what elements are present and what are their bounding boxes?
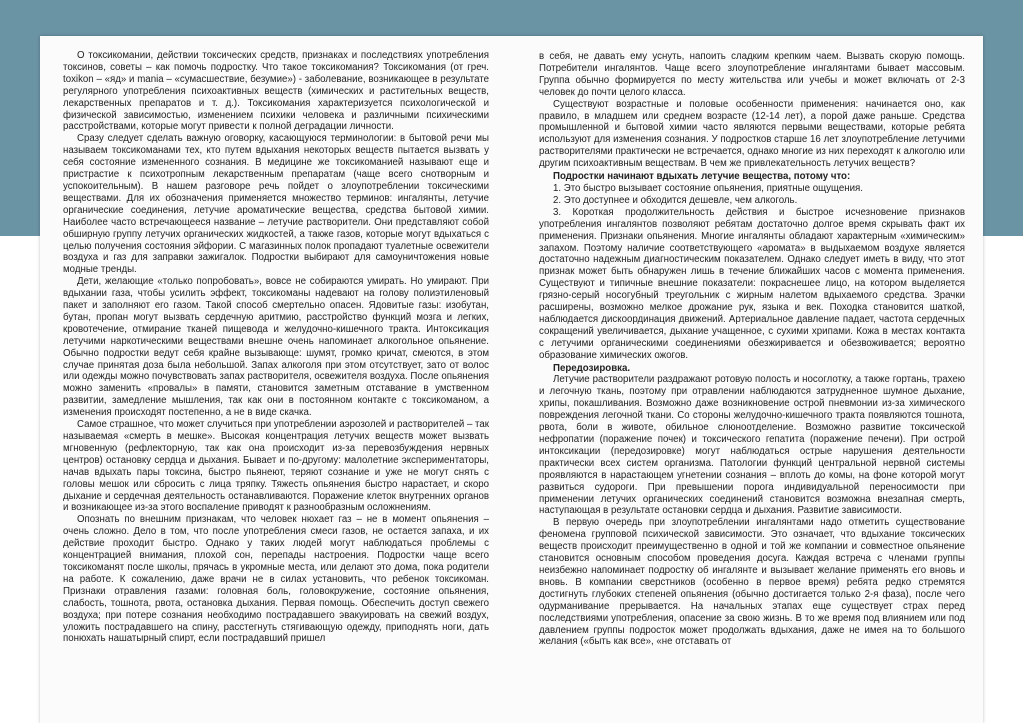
overdose-heading: Передозировка.	[553, 362, 631, 374]
reason-item: 2. Это доступнее и обходится дешевле, чем алкоголь.	[553, 194, 798, 206]
paragraph-definition: О токсикомании, действии токсических средств, признаках и последствиях употребления токсинов, советы – как помочь подростку. Что такое токсикомания? Токсикомания (от греч. toxikon – «яд» и mania – «сумасшествие, безумие») - заболевание, возникающее в результате регулярного употребления психоактивных веществ (химических и растительных веществ, лекарственных препаратов и т. д.). Токсикомания характеризуется психологической и физической зависимостью, изменением психики человека и различными психическими расстройствами, которые могут привести к полной деградации личности.	[63, 50, 489, 133]
document-page	[40, 36, 983, 723]
paragraph-overdose: Летучие растворители раздражают ротовую полость и носоглотку, а также гортань, трахею и легочную ткань, поэтому при отравлении наблюдаются затрудненное шумное дыхание, хрипы, покашливания. Возможно даже возникновение острой пневмонии из-за химического повреждения легочной ткани. Со стороны желудочно-кишечного тракта появляются тошнота, рвота, боли в животе, обильное слюноотделение. Возможно развитие токсической нефропатии (поражение почек) и токсического гепатита (поражение печени). При острой интоксикации (передозировке) могут наблюдаться острые нарушения деятельности практически всех систем организма. Патологии функций центральной нервной системы проявляются в нарастающем угнетении сознания – вплоть до комы, на фоне которой могут развиться судороги. При превышении порога индивидуальной переносимости при применении летучих органических соединений становится возможна внезапная смерть, наступающая в результате остановки сердца и дыхания. Развитие зависимости.	[539, 374, 965, 517]
paragraph-dependence: В первую очередь при злоупотреблении ингалянтами надо отметить существование феномена групповой психической зависимости. Это означает, что вдыхание токсических веществ происходит преимущественно в одной и той же компании и совместное опьянение становится основным способом проведения досуга. Каждая встреча с членами группы неизбежно напоминает подростку об ингалянте и вызывает желание применять его вновь и вновь. В компании сверстников (особенно в первое время) ребята редко стремятся достигнуть глубоких степеней опьянения (обычно достигается только 2-я фаза), после чего одурманивание прерывается. На начальных этапах еще существует страх перед последствиями употребления, опасение за свою жизнь. В то же время под влиянием или под давлением группы подросток может продолжать вдыхания, даже не имея на то большого желания («быть как все», «не отставать от	[539, 517, 965, 648]
paragraph-terminology: Сразу следует сделать важную оговорку, касающуюся терминологии: в бытовой речи мы называем токсикоманами тех, кто путем вдыхания некоторых веществ пытается вызвать у себя состояние измененного сознания. В медицине же токсикоманией называют еще и пристрастие к психотропным лекарственным препаратам (чаще всего снотворным и успокоительным). В нашем разговоре речь пойдет о злоупотреблении токсическими веществами. Для их обозначения применяется множество терминов: ингалянты, летучие органические соединения, летучие ароматические вещества, средства бытовой химии. Наиболее часто встречающееся название – летучие растворители. Они представляют собой обширную группу летучих органических жидкостей, а также газов, которые могут вдыхаться с целью получения состояния эйфории. С магазинных полок пропадают туалетные освежители воздуха и газ для заправки зажигалок. Подростки выбирают для самоуничтожения новые модные тренды.	[63, 133, 489, 276]
reason-item: 1. Это быстро вызывает состояние опьянения, приятные ощущения.	[553, 182, 863, 194]
paragraph-signs-first-aid: Опознать по внешним признакам, что человек нюхает газ – не в момент опьянения – очень сложно. Дело в том, что после употребления смеси газов, не остается запаха, и их действие проходит быстро. Однако у таких людей могут наблюдаться проблемы с концентрацией внимания, плохой сон, перепады настроения. Подростки чаще всего токсикоманят после школы, прячась в укромные места, или делают это дома, пока родители на работе. К сожалению, даже врачи не в силах установить, что ребенок токсикоман. Признаки отравления газами: головная боль, головокружение, состояние опьянения, слабость, тошнота, рвота, остановка дыхания. Первая помощь. Обеспечить доступ свежего воздуха; при потере сознания необходимо пострадавшего эвакуировать на свежий воздух, уложить пострадавшего на спину, расстегнуть стягивающую одежду, приподнять ноги, дать понюхать нашатырный спирт, если пострадавший пришел	[63, 514, 489, 645]
reason-item: 3. Короткая продолжительность действия и быстрое исчезновение признаков употребления ингалянтов позволяют ребятам достаточно долгое время скрывать факт их применения. Признаки опьянения. Многие ингалянты обладают характерным «химическим» запахом. Поэтому наличие соответствующего «аромата» в выдыхаемом воздухе является достаточно надежным диагностическим показателем. Однако следует иметь в виду, что этот признак может быть обнаружен лишь в течение ближайших часов с момента применения. Существуют и типичные внешние показатели: покраснешее лицо, на котором выделяется грязно-серый носогубный треугольник с жирным налетом вдыхаемого средства. Зрачки расширены, возможно мелкое дрожание рук, языка и век. Походка становится шаткой, наблюдается дискоординация движений. Артериальное давление падает, частота сердечных сокращений увеличивается, дыхание учащенное, с сухими хрипами. Кожа в местах контакта с летучими органическими соединениями обезжиривается и обезвоживается; вероятно образование химических ожогов.	[539, 206, 965, 361]
left-color-band	[0, 36, 40, 236]
left-column	[63, 50, 489, 645]
top-color-band	[0, 0, 1023, 36]
right-color-band	[983, 36, 1023, 236]
paragraph-dangers: Дети, желающие «только попробовать», вовсе не собираются умирать. Но умирают. При вдыхании газа, чтобы усилить эффект, токсикоманы надевают на голову полиэтиленовый пакет и заполняют его газом. Такой способ смертельно опасен. Ядовитые газы: изобутан, бутан, пропан могут вызвать сердечную аритмию, расстройство функций мозга и легких, кровотечение, отмирание тканей пищевода и желудочно-кишечного тракта. Интоксикация летучими наркотическими веществами внешне очень напоминает алкогольное опьянение. Обычно подростки ведут себя крайне вызывающе: шумят, громко кричат, смеются, в этом случае принятая доза была небольшой. Запах алкоголя при этом отсутствует, зато от волос или одежды можно почувствовать запах растворителя, освежителя воздуха. После опьянения можно заменить «провалы» в памяти, становится заметным отставание в умственном развитии, замедление мышления, так как они в постоянном контакте с токсикоманом, а изменения происходят постепенно, а не в виде скачка.	[63, 276, 489, 419]
paragraph-death-in-bag: Самое страшное, что может случиться при употреблении аэрозолей и растворителей – так называемая «смерть в мешке». Высокая концентрация летучих веществ может вызвать мгновенную (рефлекторную, так как она происходит из-за перевозбуждения нервных центров) остановку сердца и дыхания. Бывает и по-другому: малолетние экспериментаторы, начав вдыхать пары токсина, быстро пьянеют, теряют сознание и уже не могут снять с головы мешок или сбросить с лица тряпку. Тяжесть опьянения быстро нарастает, и скоро дыхание и сердечная деятельность останавливаются. Поражение клеток внутренних органов и возникающее из-за этого воспаление приводят к разнообразным осложнениям.	[63, 419, 489, 514]
reasons-heading: Подростки начинают вдыхать летучие вещества, потому что:	[553, 171, 851, 183]
paragraph-age-features: Существуют возрастные и половые особенности применения: начинается оно, как правило, в младшем или среднем возрасте (12-14 лет), а порой даже раньше. Средства промышленной и бытовой химии часто являются первыми веществами, которые ребята используют для изменения сознания. У подростков старше 16 лет злоупотребление летучими растворителями практически не встречается, однако многие из них переходят к алкоголю или другим психоактивным веществам. В чем же привлекательность летучих веществ?	[539, 98, 965, 170]
right-column	[539, 51, 965, 648]
paragraph-first-aid-continued: в себя, не давать ему уснуть, напоить сладким крепким чаем. Вызвать скорую помощь. Потребители ингалянтов. Чаще всего злоупотребление ингалянтами бывает массовым. Группа обычно формируется по месту жительства или учебы и может включать от 2-3 человек до почти целого класса.	[539, 51, 965, 98]
